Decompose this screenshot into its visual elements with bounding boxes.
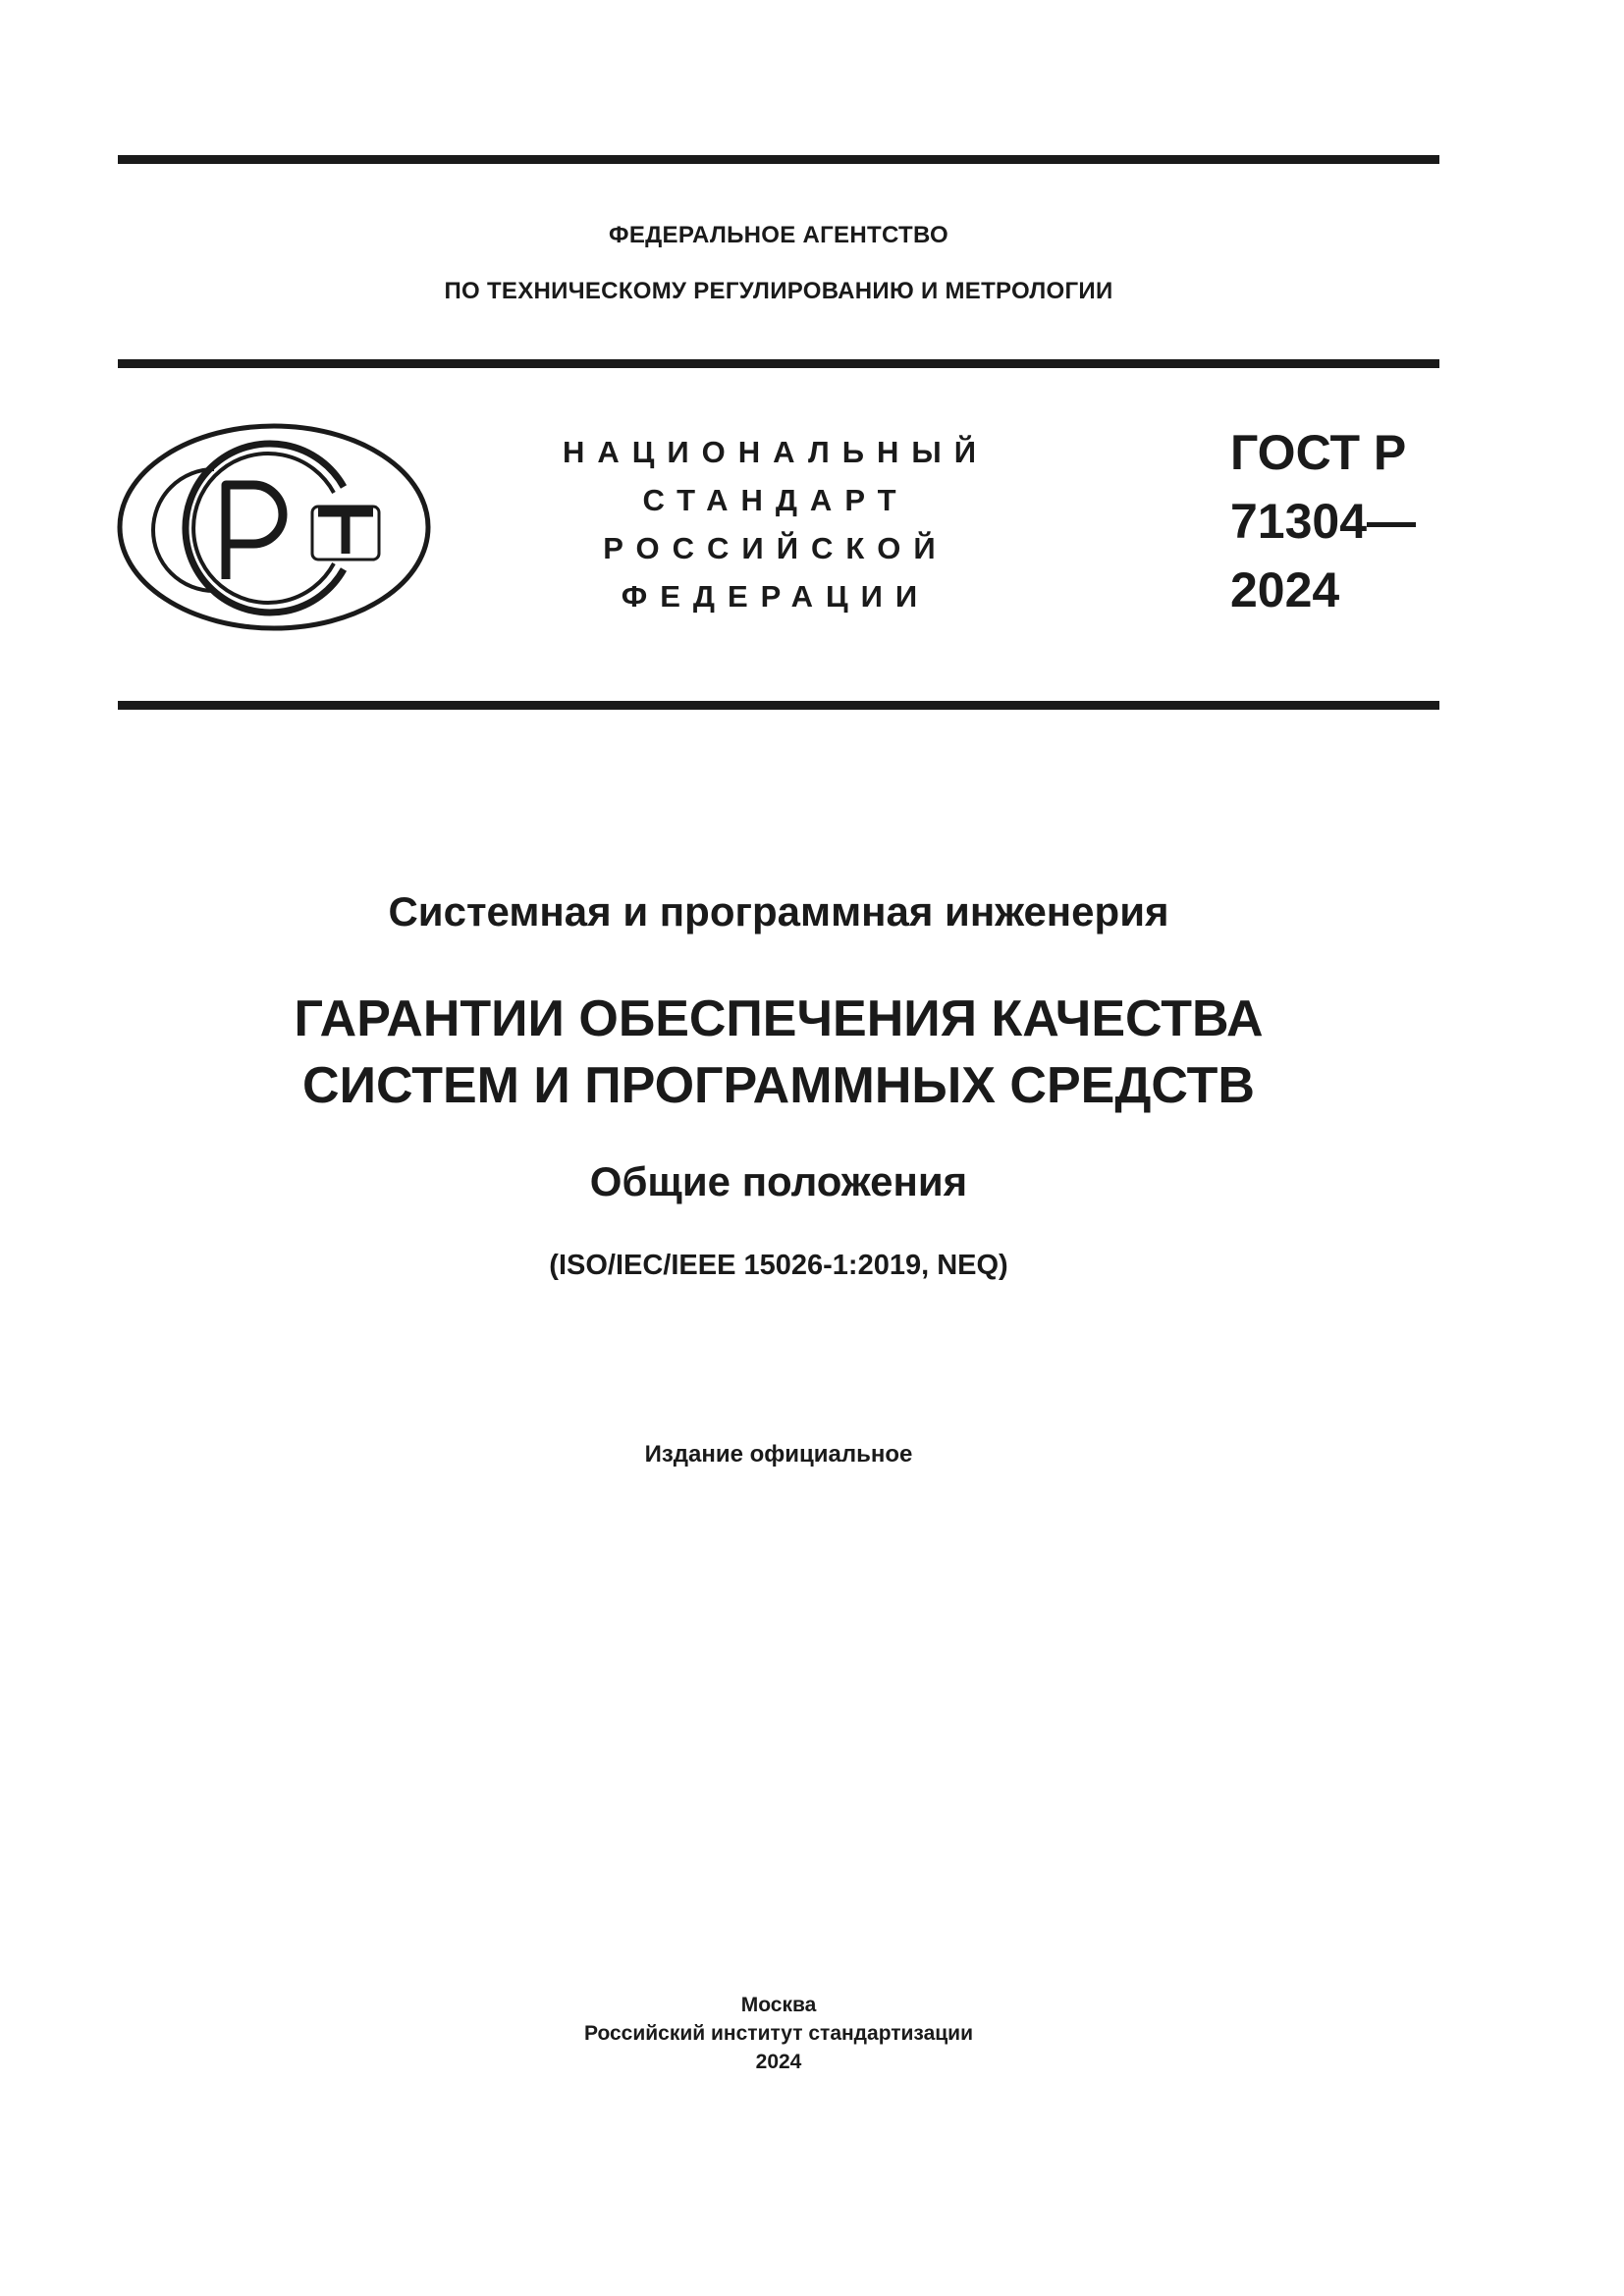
bottom-divider: [118, 701, 1439, 710]
document-title: [118, 986, 1439, 1119]
national-standard-line-3: РОССИЙСКОЙ: [603, 531, 948, 565]
publisher-name: Российский институт стандартизации: [583, 2022, 974, 2045]
gost-designation: [1230, 418, 1466, 624]
national-standard-line-1: НАЦИОНАЛЬНЫЙ: [562, 435, 990, 469]
agency-name-line-1: ФЕДЕРАЛЬНОЕ АГЕНТСТВО: [609, 222, 948, 248]
agency-name-line-2: ПО ТЕХНИЧЕСКОМУ РЕГУЛИРОВАНИЮ И МЕТРОЛОГИИ: [444, 278, 1113, 304]
national-standard-line-2: СТАНДАРТ: [642, 483, 909, 517]
rst-logo-icon: [116, 422, 432, 632]
document-title-line-2: СИСТЕМ И ПРОГРАММНЫХ СРЕДСТВ: [302, 1057, 1255, 1114]
document-title-line-1: ГАРАНТИИ ОБЕСПЕЧЕНИЯ КАЧЕСТВА: [294, 990, 1264, 1047]
top-divider: [118, 155, 1439, 164]
international-reference: (ISO/IEC/IEEE 15026-1:2019, NEQ): [549, 1250, 1008, 1281]
gost-designation-line-3: 2024: [1230, 562, 1340, 617]
document-subtitle: Системная и программная инженерия: [388, 888, 1169, 934]
document-section: Общие положения: [589, 1158, 968, 1204]
middle-divider: [118, 359, 1439, 368]
publisher-year: 2024: [755, 2051, 802, 2073]
national-standard-line-4: ФЕДЕРАЦИИ: [621, 579, 931, 614]
gost-designation-line-2: 71304—: [1230, 494, 1417, 549]
gost-designation-line-1: ГОСТ Р: [1230, 425, 1407, 480]
edition-note: Издание официальное: [644, 1441, 913, 1468]
publisher-block: [118, 1991, 1439, 2076]
national-standard-label: [550, 428, 1001, 620]
publisher-city: Москва: [740, 1994, 817, 2016]
